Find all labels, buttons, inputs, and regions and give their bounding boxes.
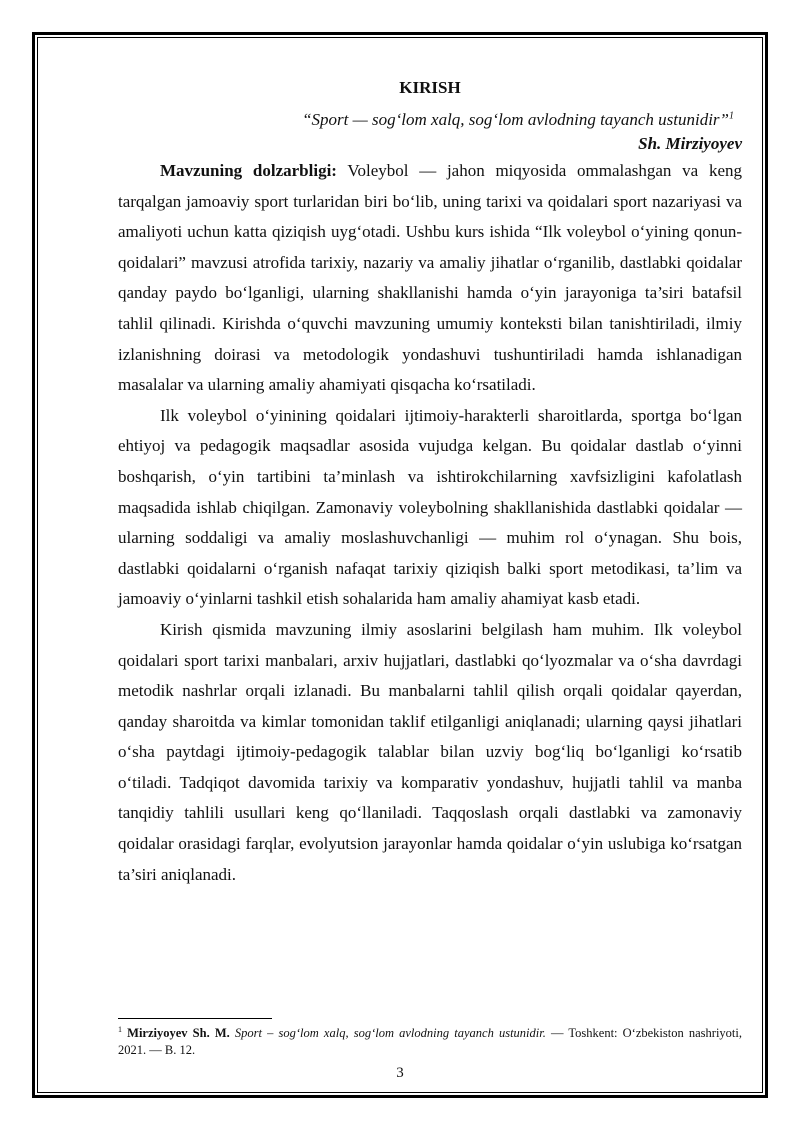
paragraph-scientific-basis: Kirish qismida mavzuning ilmiy asoslarini belgilash ham muhim. Ilk voleybol qoidalari sport tarixi manbalari, arxiv hujjatlari, dastlabki qo‘lyozmalar va o‘sha davrdagi metodik nashrlar orqali izlanadi. Bu manbalarni tahlil qilish orqali qoidalar qayerdan, qanday sharoitda va kimlar tomonidan taklif etilganligi aniqlanadi; ularning qaysi jihatlari o‘sha paytdagi ijtimoiy-pedagogik talablar bilan uzviy bog‘liq bo‘lganligi ko‘rsatib o‘tiladi. Tadqiqot davomida tarixiy va komparativ yondashuv, hujjatli tahlil va manba tanqidiy tahlili usullari keng qo‘llaniladi. Taqqoslash orqali dastlabki va zamonaviy qoidalar orasidagi farqlar, evolyutsion jarayonlar hamda qoidalar o‘yin uslubiga ko‘rsatgan ta’siri aniqlanadi. (118, 619, 742, 884)
paragraph-relevance (118, 156, 742, 401)
footnote-publication: — Toshkent: O‘zbekiston nashriyoti, 2021. — B. 12. (118, 1026, 742, 1057)
page-number: 3 (396, 1065, 404, 1081)
epigraph-quote (118, 108, 742, 132)
footnote-1 (118, 1025, 742, 1059)
page-content (118, 76, 742, 890)
epigraph-author: Sh. Mirziyoyev (638, 134, 742, 153)
footnote-title: Sport – sog‘lom xalq, sog‘lom avlodning tayanch ustunidir. (234, 1026, 546, 1040)
footnote-number: 1 (118, 1024, 122, 1034)
epigraph-footnote-ref[interactable]: 1 (729, 110, 734, 122)
paragraph-text: Voleybol — jahon miqyosida ommalashgan va keng tarqalgan jamoaviy sport turlaridan biri bo‘lib, uning tarixi va qoidalari sport nazariyasi va amaliyoti uchun katta qiziqish uyg‘otadi. Ushbu kurs ishida “Ilk voleybol o‘yining qonun-qoidalari” mavzusi atrofida tarixiy, nazariy va amaliy jihatlar o‘rganilib, dastlabki qoidalar qanday paydo bo‘lganligi, ularning shakllanishi hamda o‘yin jarayoniga ta’siri batafsil tahlil qilinadi. Kirishda o‘quvchi mavzuning umumiy konteksti bilan tanishtiriladi, ilmiy izlanishning doirasi va metodologik yondashuvi tushuntiriladi hamda ishlanadigan masalalar va ularning amaliy ahamiyati qisqacha ko‘rsatiladi. (118, 161, 742, 395)
epigraph-text: “Sport — sog‘lom xalq, sog‘lom avlodning tayanch ustunidir” (302, 110, 729, 129)
footnote-author: Mirziyoyev Sh. M. (127, 1026, 230, 1040)
paragraph-lead: Mavzuning dolzarbligi: (160, 161, 337, 180)
section-heading: KIRISH (399, 78, 461, 97)
footnote-separator (118, 1018, 272, 1019)
footnote-area (118, 1018, 742, 1059)
paragraph-rules-origin: Ilk voleybol o‘yinining qoidalari ijtimoiy-harakterli sharoitlarda, sportga bo‘lgan ehtiyoj va pedagogik maqsadlar asosida vujudga kelgan. Bu qoidalar dastlab o‘yinni boshqarish, o‘yin tartibini ta’minlash va ishtirokchilarning xavfsizligini kafolatlash maqsadida ishlab chiqilgan. Zamonaviy voleybolning shakllanishida dastlabki qoidalar — ularning soddaligi va amaliy moslashuvchanligi — muhim rol o‘ynagan. Shu bois, dastlabki qoidalarni o‘rganish nafaqat tarixiy qiziqish balki sport metodikasi, ta’lim va jamoaviy o‘yinlarni tashkil etish sohalarida ham amaliy ahamiyat kasb etadi. (118, 405, 742, 609)
